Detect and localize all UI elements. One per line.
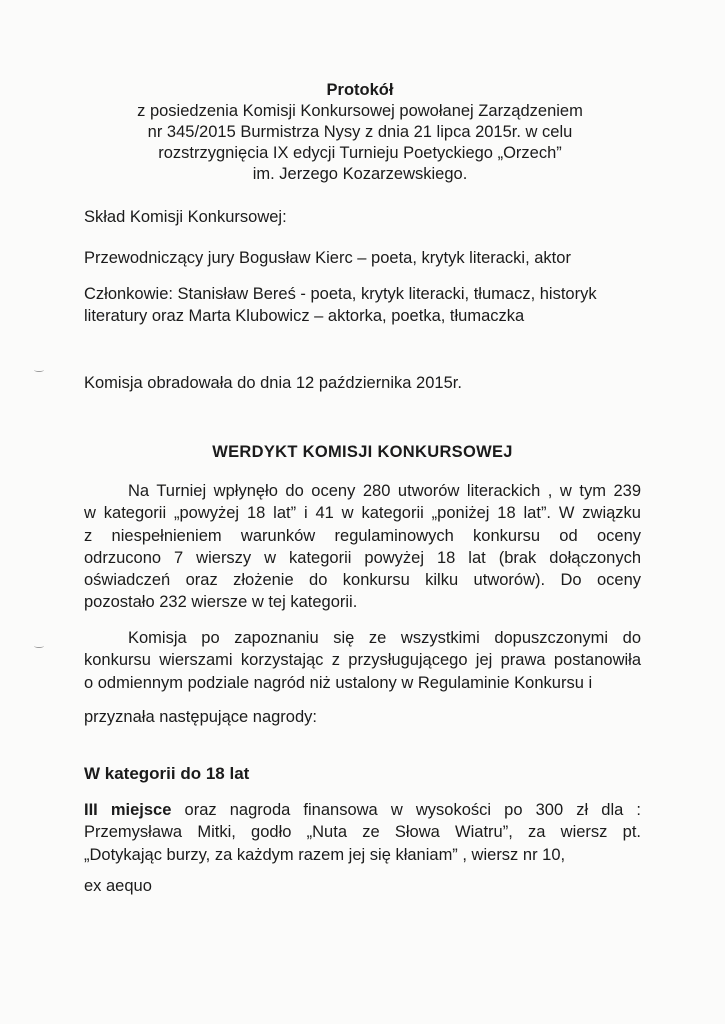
award-line-3: „Dotykając burzy, za każdym razem jej się kłaniam” , wiersz nr 10, <box>84 845 566 864</box>
committee-label: Skład Komisji Konkursowej: <box>84 208 287 226</box>
committee-chair: Przewodniczący jury Bogusław Kierc – poeta, krytyk literacki, aktor <box>84 249 571 267</box>
committee-members-line: Członkowie: Stanisław Bereś - poeta, krytyk literacki, tłumacz, historyk <box>84 285 597 303</box>
paragraph-decision <box>84 627 641 694</box>
paragraph-submissions <box>84 480 641 614</box>
awards-intro: przyznała następujące nagrody: <box>84 708 317 726</box>
scan-mark <box>34 368 44 372</box>
paragraph-line: konkursu wierszami korzystając z przysługującego jej prawa postanowiła <box>84 651 641 670</box>
award-details: oraz nagroda finansowa w wysokości po 300 zł dla : <box>171 801 641 819</box>
verdict-heading: WERDYKT KOMISJI KONKURSOWEJ <box>212 443 513 461</box>
paragraph-line: oświadczeń oraz złożenie do konkursu kilku utworów). Do oceny <box>84 571 641 590</box>
award-line-1 <box>84 799 641 821</box>
paragraph-line: Komisja po zapoznaniu się ze wszystkimi dopuszczonymi do <box>128 629 641 647</box>
document-title-block <box>60 80 660 185</box>
deliberation-statement: Komisja obradowała do dnia 12 października 2015r. <box>84 374 462 392</box>
document-title: Protokół <box>326 81 394 99</box>
paragraph-line: z niespełnieniem warunków regulaminowych konkursu od oceny <box>84 526 641 545</box>
paragraph-line: pozostało 232 wiersze w tej kategorii. <box>84 593 358 612</box>
scan-mark <box>34 644 44 648</box>
paragraph-line: w kategorii „powyżej 18 lat” i 41 w kategorii „poniżej 18 lat”. W związku <box>84 504 641 523</box>
ex-aequo-note: ex aequo <box>84 877 152 895</box>
paragraph-line: Na Turniej wpłynęło do oceny 280 utworów literackich , w tym 239 <box>128 482 641 500</box>
category-heading: W kategorii do 18 lat <box>84 764 250 783</box>
award-place: III miejsce <box>84 801 172 819</box>
committee-members-line: literatury oraz Marta Klubowicz – aktorka, poetka, tłumaczka <box>84 307 525 325</box>
title-line: im. Jerzego Kozarzewskiego. <box>252 165 468 183</box>
paragraph-line: odrzucono 7 wierszy w kategorii powyżej 18 lat (brak dołączonych <box>84 548 641 567</box>
title-line: z posiedzenia Komisji Konkursowej powołanej Zarządzeniem <box>137 102 583 120</box>
award-entry <box>84 799 641 866</box>
title-line: rozstrzygnięcia IX edycji Turnieju Poetyckiego „Orzech” <box>158 144 562 162</box>
title-line: nr 345/2015 Burmistrza Nysy z dnia 21 lipca 2015r. w celu <box>147 123 573 141</box>
award-line-2: Przemysława Mitki, godło „Nuta ze Słowa Wiatru”, za wiersz pt. <box>84 823 641 842</box>
paragraph-line: o odmiennym podziale nagród niż ustalony w Regulaminie Konkursu i <box>84 673 593 692</box>
